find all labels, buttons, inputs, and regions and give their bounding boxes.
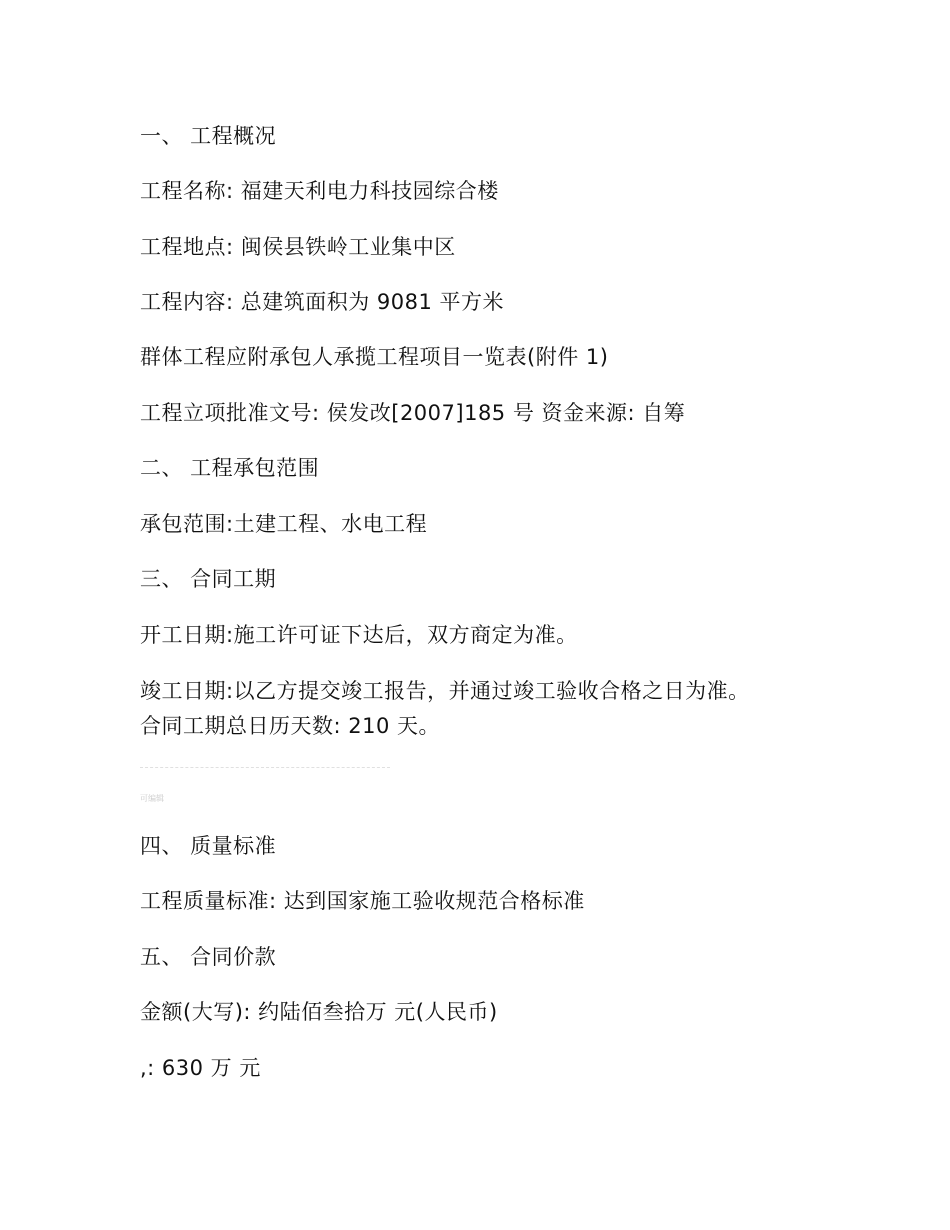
completion-date-line: 竣工日期:以乙方提交竣工报告，并通过竣工验收合格之日为准。 [140, 679, 750, 703]
scope-line: 承包范围:土建工程、水电工程 [140, 512, 428, 536]
page-divider [140, 767, 390, 768]
section-heading-2: 二、 工程承包范围 [140, 456, 320, 480]
approval-number-line: 工程立项批准文号: 侯发改[2007]185 号 资金来源: 自筹 [140, 401, 686, 425]
section-heading-1: 一、 工程概况 [140, 124, 277, 148]
quality-standard-line: 工程质量标准: 达到国家施工验收规范合格标准 [140, 889, 585, 913]
editable-watermark: 可编辑 [140, 794, 164, 803]
section-heading-4: 四、 质量标准 [140, 834, 277, 858]
start-date-line: 开工日期:施工许可证下达后，双方商定为准。 [140, 623, 578, 647]
section-heading-3: 三、 合同工期 [140, 567, 277, 591]
group-project-line: 群体工程应附承包人承揽工程项目一览表(附件 1) [140, 345, 609, 369]
total-days-line: 合同工期总日历天数: 210 天。 [140, 714, 441, 738]
section-heading-5: 五、 合同价款 [140, 945, 277, 969]
amount-figures-line: ,: 630 万 元 [140, 1056, 261, 1080]
amount-words-line: 金额(大写): 约陆佰叁拾万 元(人民币) [140, 1000, 498, 1024]
project-content-line: 工程内容: 总建筑面积为 9081 平方米 [140, 290, 505, 314]
project-location-line: 工程地点: 闽侯县铁岭工业集中区 [140, 235, 456, 259]
project-name-line: 工程名称: 福建天利电力科技园综合楼 [140, 179, 499, 203]
